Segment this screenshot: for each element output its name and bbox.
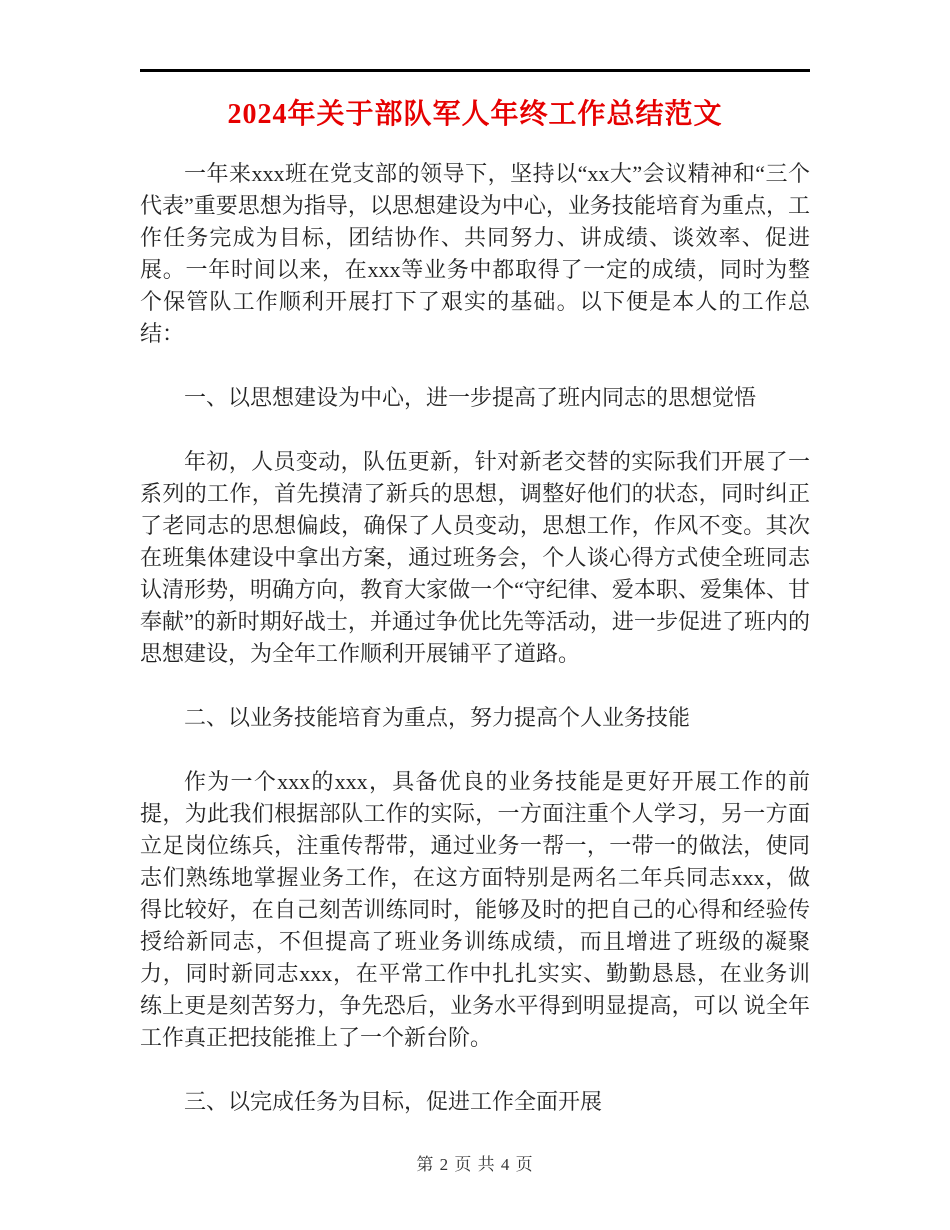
text-column (140, 0, 810, 1118)
section-heading: 一、以思想建设为中心，进一步提高了班内同志的思想觉悟 (184, 385, 757, 410)
body-paragraph: 年初，人员变动，队伍更新，针对新老交替的实际我们开展了一系列的工作，首先摸清了新兵的思想，调整好他们的状态，同时纠正了老同志的思想偏歧，确保了人员变动，思想工作，作风不变。其次在班集体建设中拿出方案，通过班务会，个人谈心得方式使全班同志认清形势，明确方向，教育大家做一个“守纪律、爱本职、爱集体、甘奉献”的新时期好战士，并通过争优比先等活动，进一步促进了班内的思想建设，为全年工作顺利开展铺平了道路。 (140, 449, 810, 666)
section-heading: 三、以完成任务为目标，促进工作全面开展 (184, 1089, 603, 1114)
document-body (140, 158, 810, 1118)
body-paragraph: 一年来xxx班在党支部的领导下，坚持以“xx大”会议精神和“三个代表”重要思想为指导，以思想建设为中心，业务技能培育为重点，工作任务完成为目标，团结协作、共同努力、讲成绩、谈效率、促进展。一年时间以来，在xxx等业务中都取得了一定的成绩，同时为整个保管队工作顺利开展打下了艰实的基础。以下便是本人的工作总结： (140, 161, 810, 346)
page-number-text: 第 2 页 共 4 页 (416, 1155, 534, 1174)
document-title: 2024年关于部队军人年终工作总结范文 (227, 99, 723, 130)
body-paragraph: 作为一个xxx的xxx，具备优良的业务技能是更好开展工作的前提，为此我们根据部队工作的实际，一方面注重个人学习，另一方面立足岗位练兵，注重传帮带，通过业务一帮一，一带一的做法，使同志们熟练地掌握业务工作，在这方面特别是两名二年兵同志xxx，做得比较好，在自己刻苦训练同时，能够及时的把自己的心得和经验传授给新同志，不但提高了班业务训练成绩，而且增进了班级的凝聚力，同时新同志xxx，在平常工作中扎扎实实、勤勤恳恳，在业务训练上更是刻苦努力，争先恐后，业务水平得到明显提高，可以 说全年工作真正把技能推上了一个新台阶。 (140, 769, 810, 1050)
section-heading: 二、以业务技能培育为重点，努力提高个人业务技能 (184, 705, 691, 730)
page-footer (0, 1150, 950, 1175)
